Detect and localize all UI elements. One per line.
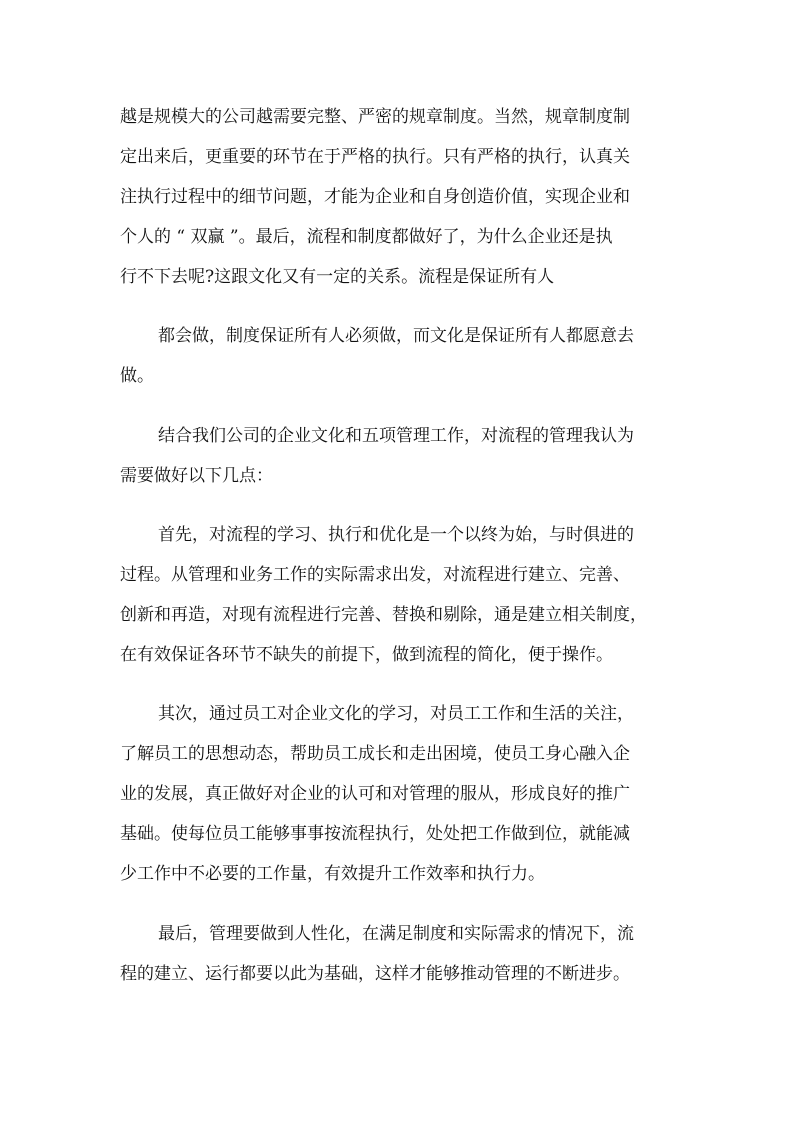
paragraph-1-line-2: 定出来后，更重要的环节在于严格的执行。只有严格的执行，认真关: [120, 147, 630, 167]
paragraph-5-line-1: 其次，通过员工对企业文化的学习，对员工工作和生活的关注，: [158, 704, 634, 724]
paragraph-1-line-1: 越是规模大的公司越需要完整、严密的规章制度。当然，规章制度制: [120, 107, 630, 127]
paragraph-4-line-4: 在有效保证各环节不缺失的前提下，做到流程的简化，便于操作。: [120, 645, 613, 665]
paragraph-1-line-5: 行不下去呢?这跟文化又有一定的关系。流程是保证所有人: [120, 267, 555, 287]
paragraph-5-line-5: 少工作中不必要的工作量，有效提升工作效率和执行力。: [120, 864, 545, 884]
paragraph-1-line-4: 个人的 “ 双赢 ”。最后，流程和制度都做好了，为什么企业还是执: [120, 227, 613, 247]
paragraph-2-line-1: 都会做，制度保证所有人必须做，而文化是保证所有人都愿意去: [158, 326, 634, 346]
paragraph-3-line-2: 需要做好以下几点：: [120, 466, 273, 486]
paragraph-5-line-4: 基础。使每位员工能够事事按流程执行，处处把工作做到位，就能减: [120, 824, 630, 844]
paragraph-1-line-3: 注执行过程中的细节问题，才能为企业和自身创造价值，实现企业和: [120, 187, 630, 207]
paragraph-5-line-3: 业的发展，真正做好对企业的认可和对管理的服从，形成良好的推广: [120, 784, 630, 804]
paragraph-2-line-2: 做。: [120, 366, 154, 386]
paragraph-3-line-1: 结合我们公司的企业文化和五项管理工作，对流程的管理我认为: [158, 426, 634, 446]
paragraph-6-line-2: 程的建立、运行都要以此为基础，这样才能够推动管理的不断进步。: [120, 964, 630, 984]
paragraph-4-line-1: 首先，对流程的学习、执行和优化是一个以终为始，与时俱进的: [158, 525, 634, 545]
paragraph-5-line-2: 了解员工的思想动态，帮助员工成长和走出困境，使员工身心融入企: [120, 744, 630, 764]
paragraph-4-line-3: 创新和再造，对现有流程进行完善、替换和剔除，通是建立相关制度，: [120, 605, 647, 625]
paragraph-6-line-1: 最后，管理要做到人性化，在满足制度和实际需求的情况下，流: [158, 924, 634, 944]
paragraph-4-line-2: 过程。从管理和业务工作的实际需求出发，对流程进行建立、完善、: [120, 565, 630, 585]
